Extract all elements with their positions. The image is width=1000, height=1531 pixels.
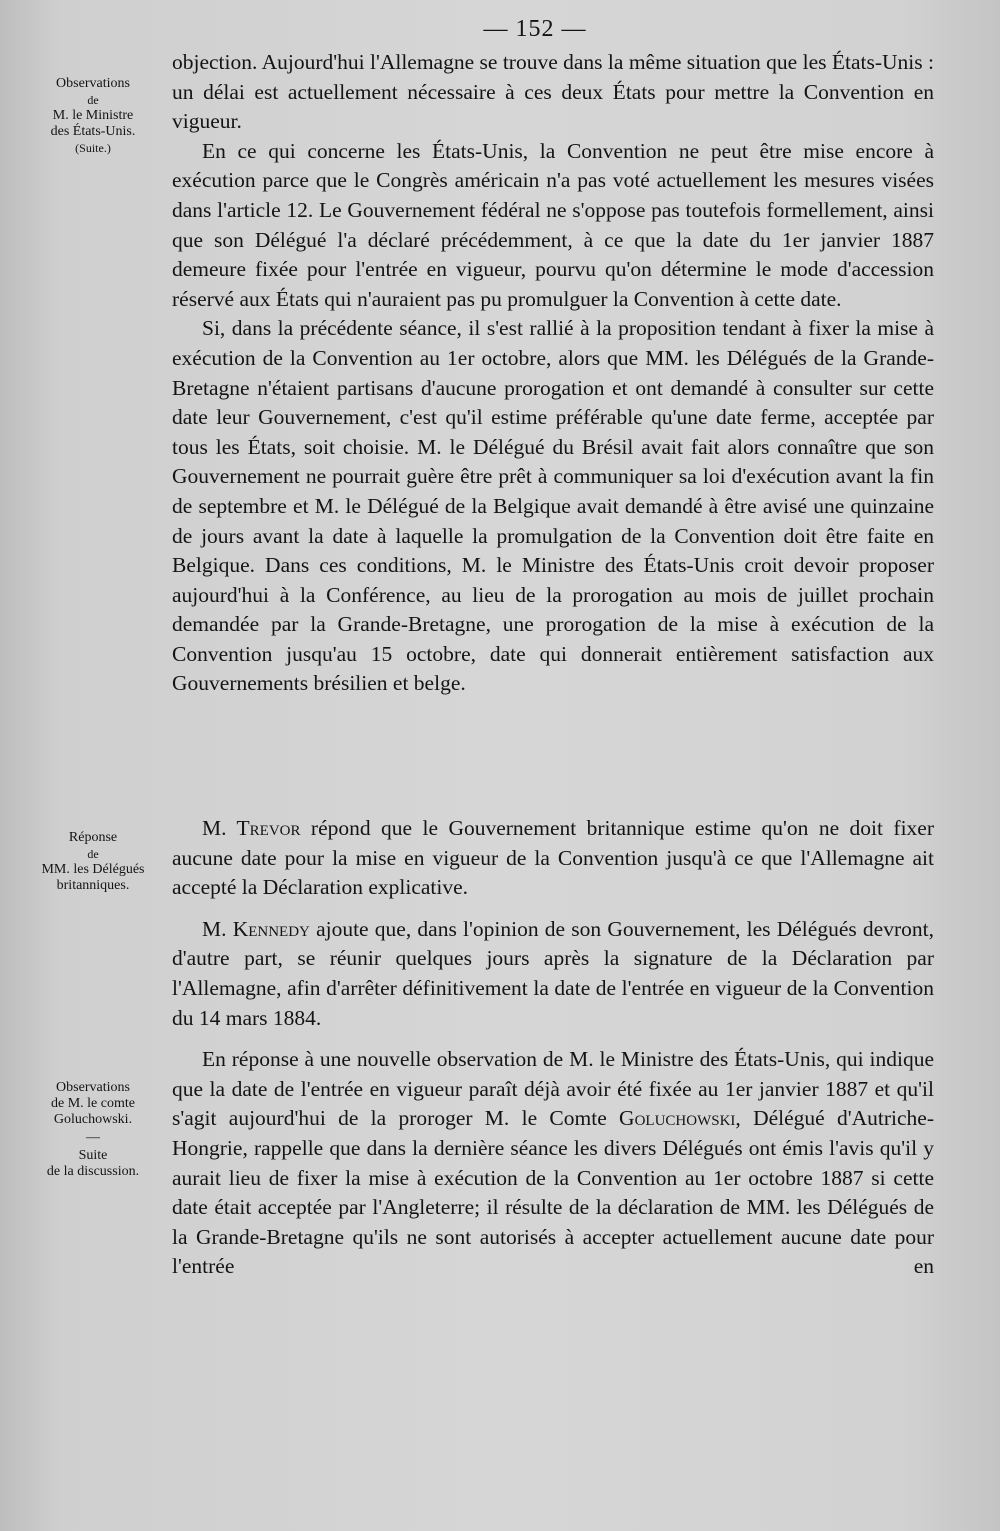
margin-note-line: de bbox=[87, 93, 99, 107]
margin-note-line: M. le Ministre bbox=[52, 108, 134, 123]
body-text-section-2 bbox=[172, 814, 934, 1282]
margin-note-observations-goluchowski bbox=[22, 1080, 164, 1180]
margin-note-line: Observations bbox=[56, 76, 130, 91]
margin-note-line: de la discussion. bbox=[46, 1164, 140, 1179]
margin-note-line: des États-Unis. bbox=[50, 124, 136, 139]
paragraph-text: , Délégué d'Autriche-Hongrie, rappelle que dans la dernière séance les divers Délégués ont émis l'avis qu'il y aurait lieu de fixer la mise à exécution de la Convention au 1er octobre 1887 si cette date était acceptée par l'Angleterre; il résulte de la déclaration de MM. les Délégués de la Grande-Bretagne qu'ils ne sont autorisés à accepter actuellement aucune date pour l'entrée en bbox=[172, 1106, 935, 1279]
paragraph-text: ajoute que, dans l'opinion de son Gouvernement, les Délégués devront, d'autre part, se réunir quelques jours après la signature de la Déclaration par l'Allemagne, afin d'arrêter définitivement la date de l'entrée en vigueur de la Convention du 14 mars 1884. bbox=[172, 916, 934, 1030]
margin-note-line: britanniques. bbox=[56, 878, 130, 893]
margin-note-reponse-delegues bbox=[22, 830, 164, 894]
margin-note-line: Suite bbox=[78, 1148, 108, 1163]
margin-note-observations-ministre bbox=[22, 76, 164, 156]
speaker-name: M. Kennedy bbox=[202, 916, 310, 941]
margin-note-line: de M. le comte bbox=[51, 1096, 135, 1111]
paragraph: objection. Aujourd'hui l'Allemagne se trouve dans la même situation que les États-Unis : un délai est actuellement nécessaire à ces deux États pour mettre la Convention en vigueur. bbox=[172, 50, 934, 134]
margin-note-line: (Suite.) bbox=[75, 141, 111, 155]
margin-note-line: de bbox=[87, 847, 99, 861]
page-number: — 152 — bbox=[483, 16, 587, 42]
speaker-name: M. Trevor bbox=[202, 816, 301, 840]
paragraph bbox=[172, 1045, 934, 1282]
paragraph: En ce qui concerne les États-Unis, la Convention ne peut être mise encore à exécution parce que le Congrès américain n'a pas voté actuellement les mesures visées dans l'article 12. Le Gouvernement fédéral ne s'oppose pas toutefois formellement, ainsi que son Délégué l'a déclaré précédemment, à ce que la date du 1er janvier 1887 demeure fixée pour l'entrée en vigueur, pourvu qu'on détermine le mode d'accession réservé aux États qui n'auraient pas pu promulguer la Convention à cette date. bbox=[172, 138, 934, 311]
speaker-name: Goluchowski bbox=[619, 1106, 736, 1131]
paragraph: Si, dans la précédente séance, il s'est rallié à la proposition tendant à fixer la mise à exécution de la Convention au 1er octobre, alors que MM. les Délégués de la Grande-Bretagne n'étaient partisans d'aucune prorogation et ont demandé à consulter sur cette date leur Gouvernement, c'est qu'il estime préférable qu'une date ferme, acceptée par tous les États, soit choisie. M. le Délégué du Brésil avait fait alors connaître que son Gouvernement ne pourrait guère être prêt à communiquer sa loi d'exécution avant la fin de septembre et M. le Délégué de la Belgique avait demandé à être avisé une quinzaine de jours avant la date à laquelle la promulgation de la Convention doit être faite en Belgique. Dans ces conditions, M. le Ministre des États-Unis croit devoir proposer aujourd'hui à la Conférence, au lieu de la prorogation au mois de juillet prochain demandée par la Grande-Bretagne, une prorogation de la mise à exécution de la Convention jusqu'au 15 octobre, date qui donnerait entièrement satisfaction aux Gouvernements brésilien et belge. bbox=[172, 316, 934, 696]
paragraph bbox=[172, 814, 934, 903]
margin-note-dash: — bbox=[86, 1130, 100, 1145]
margin-note-line: Observations bbox=[56, 1080, 130, 1095]
margin-note-line: Goluchowski. bbox=[53, 1112, 133, 1127]
margin-note-line: Réponse bbox=[68, 830, 118, 845]
margin-note-line: MM. les Délégués bbox=[41, 862, 145, 877]
paragraph-text: répond que le Gouvernement britannique estime qu'on ne doit fixer aucune date pour la mise en vigueur de la Convention jusqu'à ce que l'Allemagne ait accepté la Déclaration explicative. bbox=[172, 816, 934, 900]
paragraph bbox=[172, 915, 934, 1033]
body-text-section-1 bbox=[172, 48, 934, 699]
paragraph-text: En réponse à une nouvelle observation de M. le Ministre des États-Unis, qui indique que la date de l'entrée en vigueur paraît déjà avoir été fixée au 1er janvier 1887 et qu'il s'agit aujourd'hui de la proroger M. le Comte bbox=[172, 1047, 934, 1131]
